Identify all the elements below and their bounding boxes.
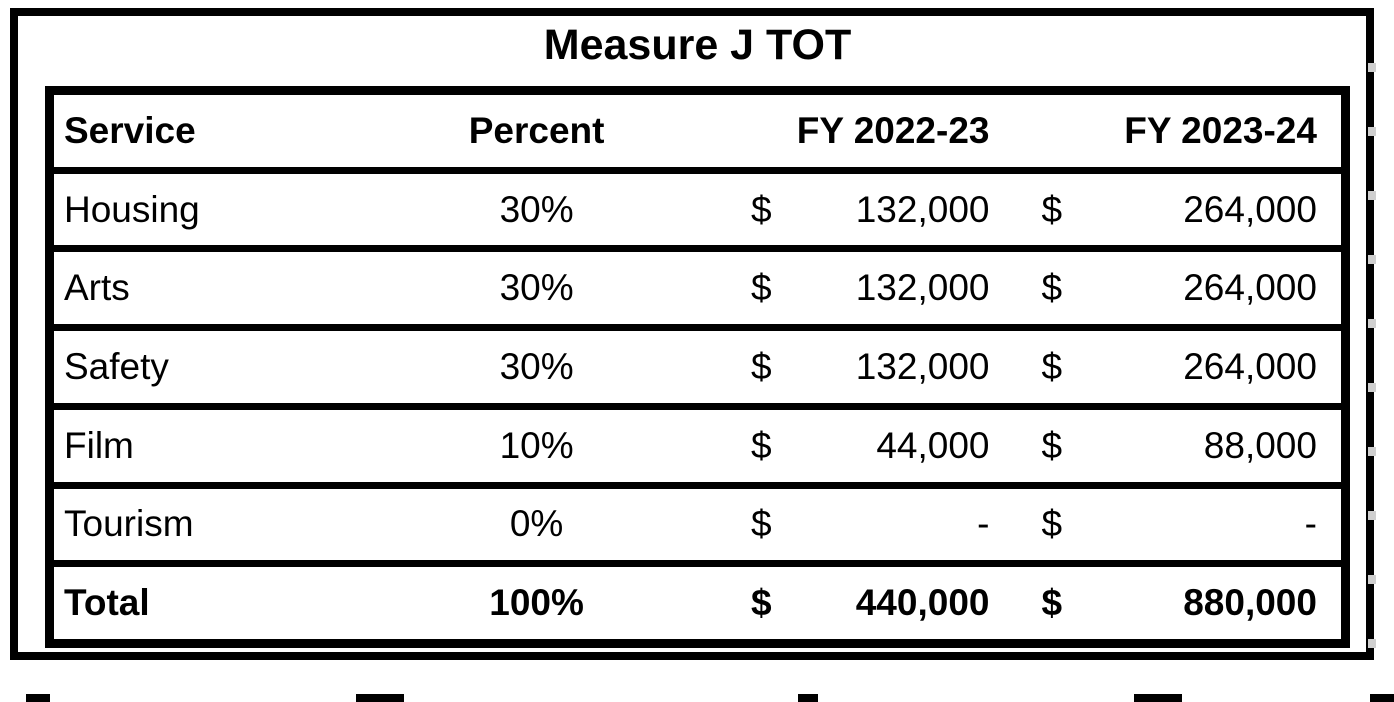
currency-symbol: $ — [751, 503, 772, 545]
currency-symbol: $ — [1041, 424, 1063, 466]
amount-value: 264,000 — [1183, 267, 1317, 309]
table-row-total — [54, 567, 1341, 639]
table-row-tourism — [54, 489, 1341, 561]
budget-table — [45, 86, 1350, 648]
amount-value: 440,000 — [855, 582, 990, 624]
amount-value: 132,000 — [855, 346, 990, 388]
fy-2022-23-cell — [646, 582, 993, 624]
service-cell: Film — [64, 424, 134, 466]
currency-symbol: $ — [751, 424, 772, 466]
amount-value: 44,000 — [876, 424, 990, 466]
service-cell: Total — [64, 582, 150, 624]
amount-value: 132,000 — [855, 267, 990, 309]
percent-cell: 30% — [499, 188, 574, 230]
currency-symbol: $ — [751, 346, 772, 388]
fy-2022-23-cell — [646, 267, 993, 309]
header-fy-2023-24: FY 2023-24 — [1124, 109, 1317, 151]
table-row-safety — [54, 331, 1341, 403]
header-fy-2022-23: FY 2022-23 — [796, 109, 990, 151]
header-percent: Percent — [468, 109, 605, 151]
fy-2023-24-cell — [993, 346, 1340, 388]
gridline-ticks-right — [1368, 8, 1376, 660]
currency-symbol: $ — [751, 267, 772, 309]
row-divider — [54, 324, 1341, 331]
table-row-housing — [54, 174, 1341, 246]
currency-symbol: $ — [751, 188, 772, 230]
gridline-dash-bottom — [1134, 694, 1182, 702]
amount-value: - — [1304, 503, 1317, 545]
service-cell: Housing — [64, 188, 200, 230]
service-cell: Safety — [64, 346, 169, 388]
amount-value: 132,000 — [855, 188, 990, 230]
header-service: Service — [64, 109, 196, 151]
table-header-row — [54, 95, 1341, 167]
currency-symbol: $ — [1041, 267, 1063, 309]
gridline-dash-bottom — [1370, 694, 1394, 702]
service-cell: Arts — [64, 267, 130, 309]
gridline-dash-bottom — [356, 694, 404, 702]
amount-value: 88,000 — [1203, 424, 1317, 466]
service-cell: Tourism — [64, 503, 194, 545]
currency-symbol: $ — [1041, 582, 1063, 624]
amount-value: 264,000 — [1183, 346, 1317, 388]
percent-cell: 100% — [489, 582, 584, 624]
amount-value: 264,000 — [1183, 188, 1317, 230]
percent-cell: 30% — [499, 267, 574, 309]
table-row-film — [54, 410, 1341, 482]
fy-2023-24-cell — [993, 503, 1340, 545]
currency-symbol: $ — [751, 582, 772, 624]
currency-symbol: $ — [1041, 503, 1063, 545]
percent-cell: 0% — [509, 503, 564, 545]
row-divider — [54, 245, 1341, 252]
fy-2022-23-cell — [646, 346, 993, 388]
row-divider — [54, 560, 1341, 567]
fy-2022-23-cell — [646, 503, 993, 545]
row-divider — [54, 403, 1341, 410]
currency-symbol: $ — [1041, 346, 1063, 388]
fy-2023-24-cell — [993, 189, 1340, 231]
table-row-arts — [54, 252, 1341, 324]
fy-2023-24-cell — [993, 582, 1340, 624]
fy-2022-23-cell — [646, 425, 993, 467]
amount-value: - — [977, 503, 990, 545]
currency-symbol: $ — [1041, 188, 1063, 230]
gridline-dash-bottom — [798, 694, 818, 702]
row-divider — [54, 482, 1341, 489]
percent-cell: 10% — [499, 424, 574, 466]
gridline-dash-bottom — [26, 694, 50, 702]
page-title: Measure J TOT — [543, 21, 852, 69]
fy-2023-24-cell — [993, 267, 1340, 309]
amount-value: 880,000 — [1183, 582, 1317, 624]
row-divider — [54, 167, 1341, 174]
fy-2022-23-cell — [646, 189, 993, 231]
fy-2023-24-cell — [993, 425, 1340, 467]
percent-cell: 30% — [499, 346, 574, 388]
